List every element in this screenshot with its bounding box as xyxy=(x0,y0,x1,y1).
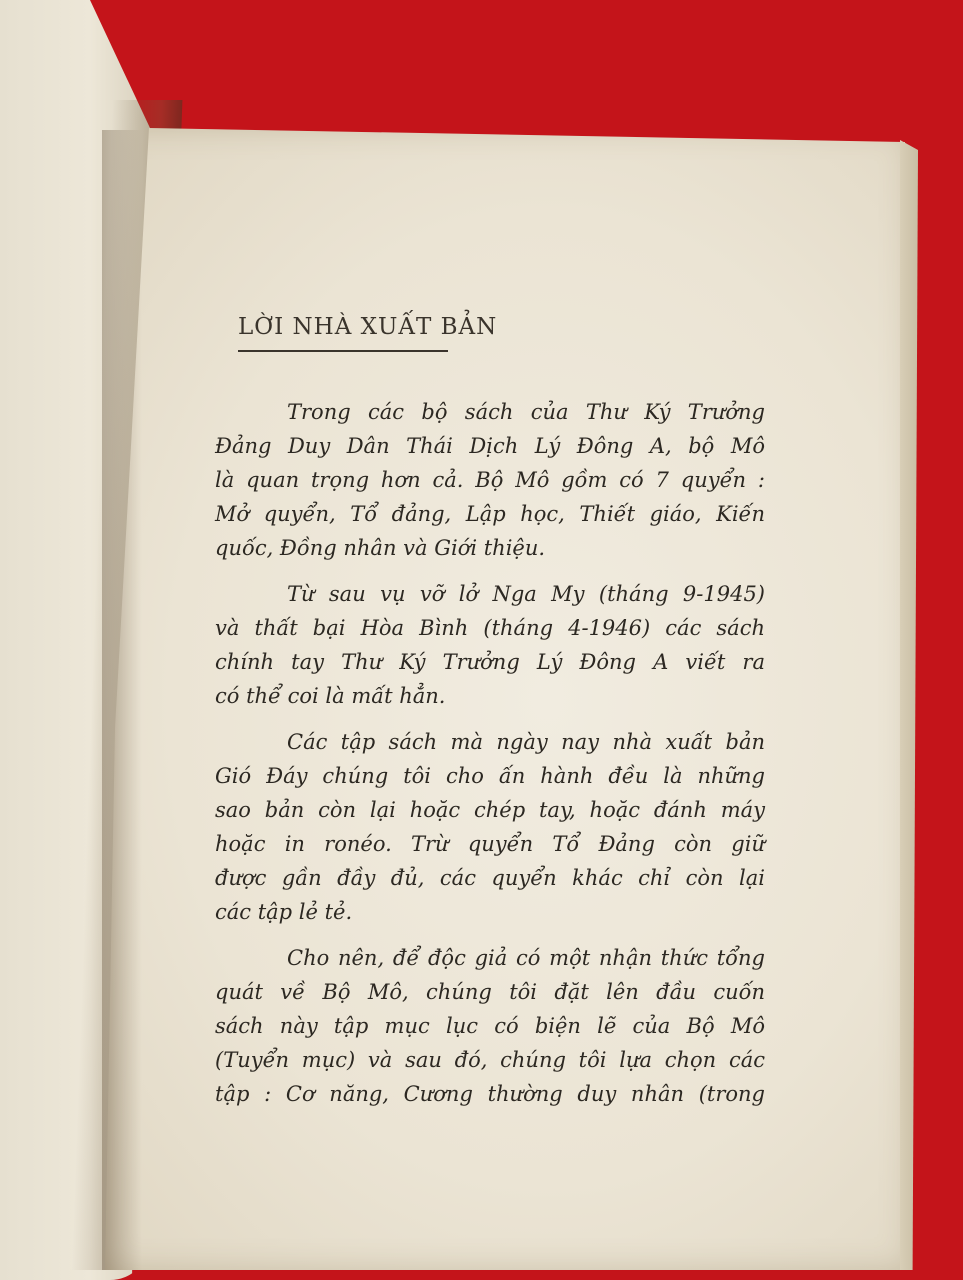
text-line: các tập lẻ tẻ. xyxy=(215,900,353,924)
text-line: Trong các bộ sách của Thư Ký Trưởng xyxy=(287,400,765,424)
page-heading: LỜI NHÀ XUẤT BẢN xyxy=(238,314,498,340)
text-line: và thất bại Hòa Bình (tháng 4-1946) các sách xyxy=(215,616,765,640)
text-line: Mở quyển, Tổ đảng, Lập học, Thiết giáo, Kiến xyxy=(215,502,765,526)
text-line: quốc, Đồng nhân và Giới thiệu. xyxy=(215,536,546,560)
text-line: tập : Cơ năng, Cương thường duy nhân (trong xyxy=(215,1082,765,1106)
text-line: Gió Đáy chúng tôi cho ấn hành đều là những xyxy=(215,764,765,788)
text-line: quát về Bộ Mô, chúng tôi đặt lên đầu cuốn xyxy=(215,980,765,1004)
text-line: được gần đầy đủ, các quyển khác chỉ còn lại xyxy=(215,866,765,890)
text-line: hoặc in ronéo. Trừ quyển Tổ Đảng còn giữ xyxy=(215,832,765,856)
paragraph xyxy=(215,725,765,929)
paragraph xyxy=(215,941,765,1111)
paragraph xyxy=(215,577,765,713)
book-gutter xyxy=(102,130,142,1270)
text-line: Từ sau vụ vỡ lở Nga My (tháng 9-1945) xyxy=(287,582,765,606)
text-line: Các tập sách mà ngày nay nhà xuất bản xyxy=(287,730,765,754)
text-line: Đảng Duy Dân Thái Dịch Lý Đông A, bộ Mô xyxy=(215,434,765,458)
text-line: chính tay Thư Ký Trưởng Lý Đông A viết ra xyxy=(215,650,765,674)
page-edge xyxy=(900,140,918,1270)
text-line: Cho nên, để độc giả có một nhận thức tổng xyxy=(287,946,765,970)
text-line: (Tuyển mục) và sau đó, chúng tôi lựa chọn các xyxy=(215,1048,765,1072)
paragraph xyxy=(215,395,765,565)
text-line: sách này tập mục lục có biện lẽ của Bộ Mô xyxy=(215,1014,765,1038)
text-line: có thể coi là mất hẳn. xyxy=(215,684,446,708)
heading-underline xyxy=(238,350,448,352)
text-line: sao bản còn lại hoặc chép tay, hoặc đánh máy xyxy=(215,798,765,822)
text-line: là quan trọng hơn cả. Bộ Mô gồm có 7 quyển : xyxy=(215,468,765,492)
body-text xyxy=(215,395,765,1111)
